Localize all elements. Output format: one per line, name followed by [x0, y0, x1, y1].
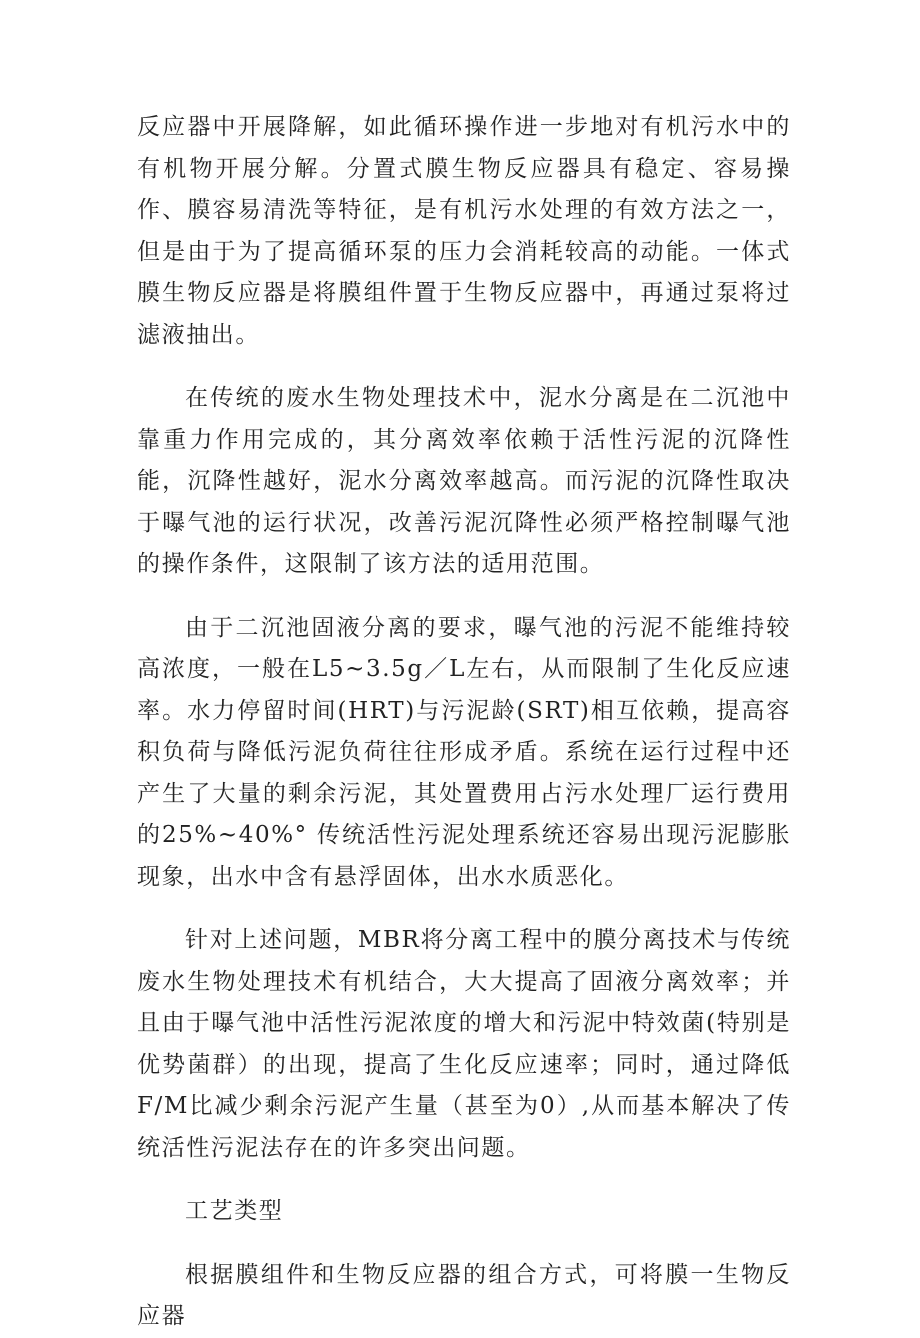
section-heading: 工艺类型	[185, 1198, 284, 1224]
document-body	[137, 107, 791, 1338]
paragraph-sludge-separation: 在传统的废水生物处理技术中，泥水分离是在二沉池中靠重力作用完成的，其分离效率依赖于活性污泥的沉降性能，沉降性越好，泥水分离效率越高。而污泥的沉降性取决于曝气池的运行状况，改善污泥沉降性必须严格控制曝气池的操作条件，这限制了该方法的适用范围。	[137, 385, 791, 577]
paragraph-continuation: 反应器中开展降解，如此循环操作进一步地对有机污水中的有机物开展分解。分置式膜生物反应器具有稳定、容易操作、膜容易清洗等特征，是有机污水处理的有效方法之一，但是由于为了提高循环泵的压力会消耗较高的动能。一体式膜生物反应器是将膜组件置于生物反应器中，再通过泵将过滤液抽出。	[137, 114, 791, 348]
paragraph-process-types: 根据膜组件和生物反应器的组合方式，可将膜一生物反应器	[137, 1261, 791, 1329]
paragraph-sludge-concentration: 由于二沉池固液分离的要求，曝气池的污泥不能维持较高浓度，一般在L5~3.5g／L左右，从而限制了生化反应速率。水力停留时间(HRT)与污泥龄(SRT)相互依赖，提高容积负荷与降低污泥负荷往往形成矛盾。系统在运行过程中还产生了大量的剩余污泥，其处置费用占污水处理厂运行费用的25%~40%° 传统活性污泥处理系统还容易出现污泥膨胀现象，出水中含有悬浮固体，出水水质恶化。	[137, 614, 791, 890]
paragraph-mbr-solution: 针对上述问题，MBR将分离工程中的膜分离技术与传统废水生物处理技术有机结合，大大提高了固液分离效率；并且由于曝气池中活性污泥浓度的增大和污泥中特效菌(特别是优势菌群）的出现，提高了生化反应速率；同时，通过降低F/M比减少剩余污泥产生量（甚至为0）,从而基本解决了传统活性污泥法存在的许多突出问题。	[137, 927, 791, 1161]
